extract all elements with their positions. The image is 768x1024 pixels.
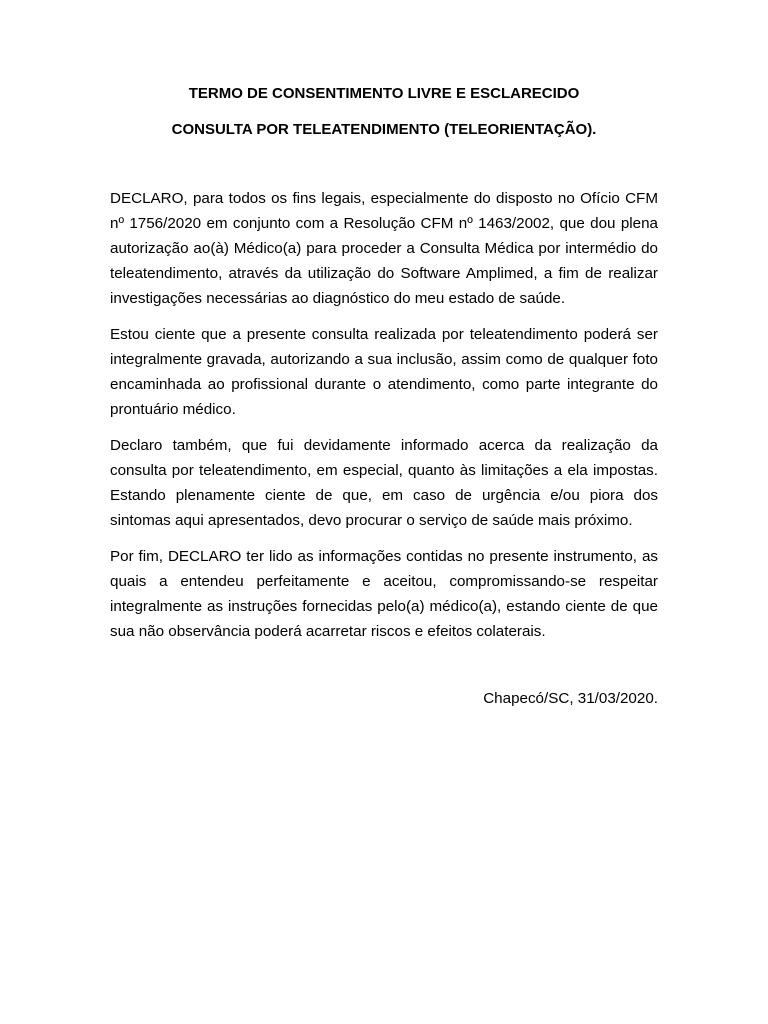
document-subtitle: CONSULTA POR TELEATENDIMENTO (TELEORIENTAÇÃO). [171, 121, 597, 138]
document-title: TERMO DE CONSENTIMENTO LIVRE E ESCLARECIDO [188, 85, 580, 102]
paragraph-recording-consent: Estou ciente que a presente consulta realizada por teleatendimento poderá ser integralmente gravada, autorizando a sua inclusão, assim como de qualquer foto encaminhada ao profissional durante o atendimento, como parte integrante do prontuário médico. [110, 326, 658, 418]
paragraph-limitations: Declaro também, que fui devidamente informado acerca da realização da consulta por teleatendimento, em especial, quanto às limitações a ela impostas. Estando plenamente ciente de que, em caso de urgência e/ou piora dos sintomas aqui apresentados, devo procurar o serviço de saúde mais próximo. [110, 437, 658, 529]
document-body [110, 186, 658, 655]
paragraph-final-declaration: Por fim, DECLARO ter lido as informações contidas no presente instrumento, as quais a entendeu perfeitamente e aceitou, compromissando-se respeitar integralmente as instruções fornecidas pelo(a) médico(a), estando ciente de que sua não observância poderá acarretar riscos e efeitos colaterais. [110, 548, 658, 640]
place-and-date: Chapecó/SC, 31/03/2020. [483, 690, 658, 707]
paragraph-declaration: DECLARO, para todos os fins legais, especialmente do disposto no Ofício CFM nº 1756/2020 em conjunto com a Resolução CFM nº 1463/2002, que dou plena autorização ao(à) Médico(a) para proceder a Consulta Médica por intermédio do teleatendimento, através da utilização do Software Amplimed, a fim de realizar investigações necessárias ao diagnóstico do meu estado de saúde. [110, 190, 658, 307]
